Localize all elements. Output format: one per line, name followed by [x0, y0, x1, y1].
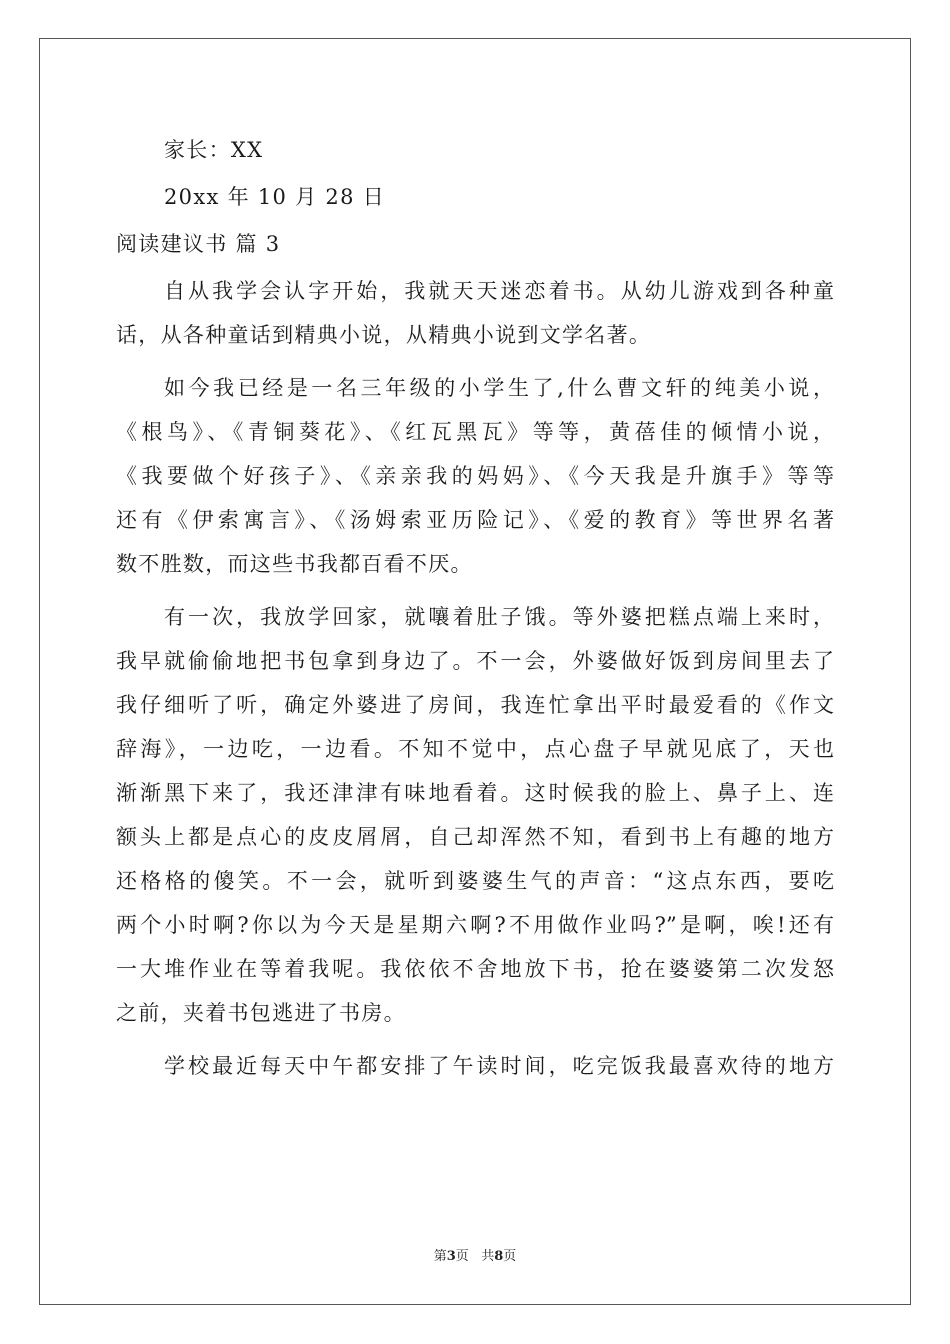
- paragraph-line: 两个小时啊?你以为今天是星期六啊?不用做作业吗?”是啊，唉!还有: [116, 913, 834, 937]
- paragraph-line: 额头上都是点心的皮皮屑屑，自己却浑然不知，看到书上有趣的地方: [116, 825, 834, 849]
- paragraph-line: 渐渐黑下来了，我还津津有味地看着。这时候我的脸上、鼻子上、连: [116, 781, 834, 805]
- paragraph-line: 自从我学会认字开始，我就天天迷恋着书。从幼儿游戏到各种童: [164, 279, 834, 303]
- document-body: [116, 128, 834, 1088]
- page-suffix: 页: [455, 1249, 469, 1264]
- date-line: 20xx 年 10 月 28 日: [164, 185, 386, 209]
- paragraph-line: 有一次，我放学回家，就嚷着肚子饿。等外婆把糕点端上来时，: [164, 605, 834, 629]
- paragraph-3: [116, 595, 834, 1035]
- paragraph-line: 还格格的傻笑。不一会，就听到婆婆生气的声音：“这点东西，要吃: [116, 869, 834, 893]
- total-prefix: 共: [481, 1249, 495, 1264]
- paragraph-line: 还有《伊索寓言》、《汤姆索亚历险记》、《爱的教育》等世界名著: [116, 508, 834, 532]
- paragraph-2: [116, 366, 834, 586]
- paragraph-line: 学校最近每天中午都安排了午读时间，吃完饭我最喜欢待的地方: [164, 1054, 834, 1078]
- paragraph-4: [116, 1044, 834, 1088]
- page-prefix: 第: [433, 1249, 447, 1264]
- paragraph-line: 辞海》，一边吃，一边看。不知不觉中，点心盘子早就见底了，天也: [116, 737, 834, 761]
- total-suffix: 页: [503, 1249, 517, 1264]
- paragraph-line: 我早就偷偷地把书包拿到身边了。不一会，外婆做好饭到房间里去了: [116, 649, 834, 673]
- paragraph-line: 一大堆作业在等着我呢。我依依不舍地放下书，抢在婆婆第二次发怒: [116, 957, 834, 981]
- paragraph-line: 《根鸟》、《青铜葵花》、《红瓦黑瓦》等等，黄蓓佳的倾情小说，: [116, 420, 834, 444]
- page-footer: [0, 1245, 950, 1264]
- total-pages-number: 8: [494, 1249, 504, 1264]
- paragraph-line: 《我要做个好孩子》、《亲亲我的妈妈》、《今天我是升旗手》等等: [116, 464, 834, 488]
- paragraph-1: [116, 269, 834, 357]
- paragraph-line: 我仔细听了听，确定外婆进了房间，我连忙拿出平时最爱看的《作文: [116, 693, 834, 717]
- paragraph-line: 数不胜数，而这些书我都百看不厌。: [116, 552, 473, 576]
- current-page-number: 3: [446, 1249, 456, 1264]
- signature-line: 家长：XX: [164, 138, 264, 162]
- section-heading: 阅读建议书 篇 3: [116, 232, 281, 256]
- paragraph-line: 话，从各种童话到精典小说，从精典小说到文学名著。: [116, 323, 652, 347]
- paragraph-line: 之前，夹着书包逃进了书房。: [116, 1001, 406, 1025]
- paragraph-line: 如今我已经是一名三年级的小学生了,什么曹文轩的纯美小说，: [164, 376, 834, 400]
